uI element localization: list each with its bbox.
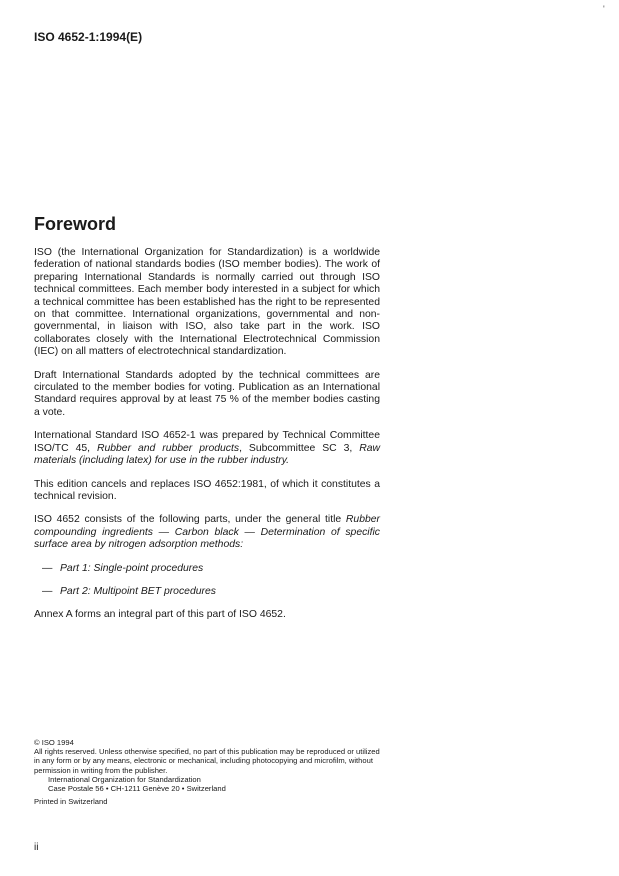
paragraph-iso-intro: ISO (the International Organization for Standardization) is a worldwide federation of national standards bodies (ISO member bodies). The work of preparing International Standards is normally carried out through ISO technical committees. Each member body interested in a subject for which a technical committee has been established has the right to be represented on that committee. International organizations, governmental and non-governmental, in liaison with ISO, also take part in the work. ISO collaborates closely with the International Electrotechnical Commission (IEC) on all matters of electrotechnical standardization. [34, 247, 380, 358]
paragraph-annex: Annex A forms an integral part of this part of ISO 4652. [34, 609, 286, 621]
organization-name: International Organization for Standardization [48, 774, 201, 784]
paragraph-draft-standards: Draft International Standards adopted by the technical committees are circulated to the member bodies for voting. Publication as an International Standard requires approval by at least 75 % of the member bodies casting a vote. [34, 369, 380, 418]
preparation-text-1: International Standard ISO 4652-1 was prepared by Technical Committee ISO/TC 45, [34, 430, 380, 454]
page-number: ii [34, 842, 39, 853]
copyright-notice: © ISO 1994 [34, 738, 74, 747]
list-item [42, 563, 380, 575]
corner-mark: ' [603, 4, 605, 14]
document-id-header: ISO 4652-1:1994(E) [34, 30, 143, 44]
part-2-title: Part 2: Multipoint BET procedures [60, 585, 216, 597]
copyright-block [34, 738, 380, 806]
paragraph-parts [34, 514, 380, 551]
page-title: Foreword [34, 214, 117, 234]
paragraph-edition: This edition cancels and replaces ISO 4652:1981, of which it constitutes a technical revision. [34, 478, 380, 502]
subcommittee-title: Raw materials (including latex) for use in the rubber industry. [34, 442, 380, 467]
list-dash: — [42, 562, 53, 574]
foreword-body [34, 247, 380, 633]
committee-title: Rubber and rubber products [96, 442, 240, 454]
rights-statement: All rights reserved. Unless otherwise specified, no part of this publication may be reproduced or utilized in any form or by any means, electronic or mechanical, including photocopying and microfilm, without permission in writing from the publisher. [34, 747, 380, 775]
preparation-text-2: , Subcommittee SC 3, [239, 442, 360, 454]
list-item [42, 586, 380, 598]
paragraph-preparation [34, 430, 380, 467]
printed-in: Printed in Switzerland [34, 797, 108, 807]
part-1-title: Part 1: Single-point procedures [60, 562, 204, 574]
list-dash: — [42, 585, 53, 597]
general-title: Rubber compounding ingredients — Carbon black — Determination of specific surface area by nitrogen adsorption methods: [34, 514, 380, 551]
parts-intro-text: ISO 4652 consists of the following parts, under the general title [34, 514, 346, 526]
organization-address: Case Postale 56 • CH-1211 Genève 20 • Switzerland [48, 784, 226, 794]
